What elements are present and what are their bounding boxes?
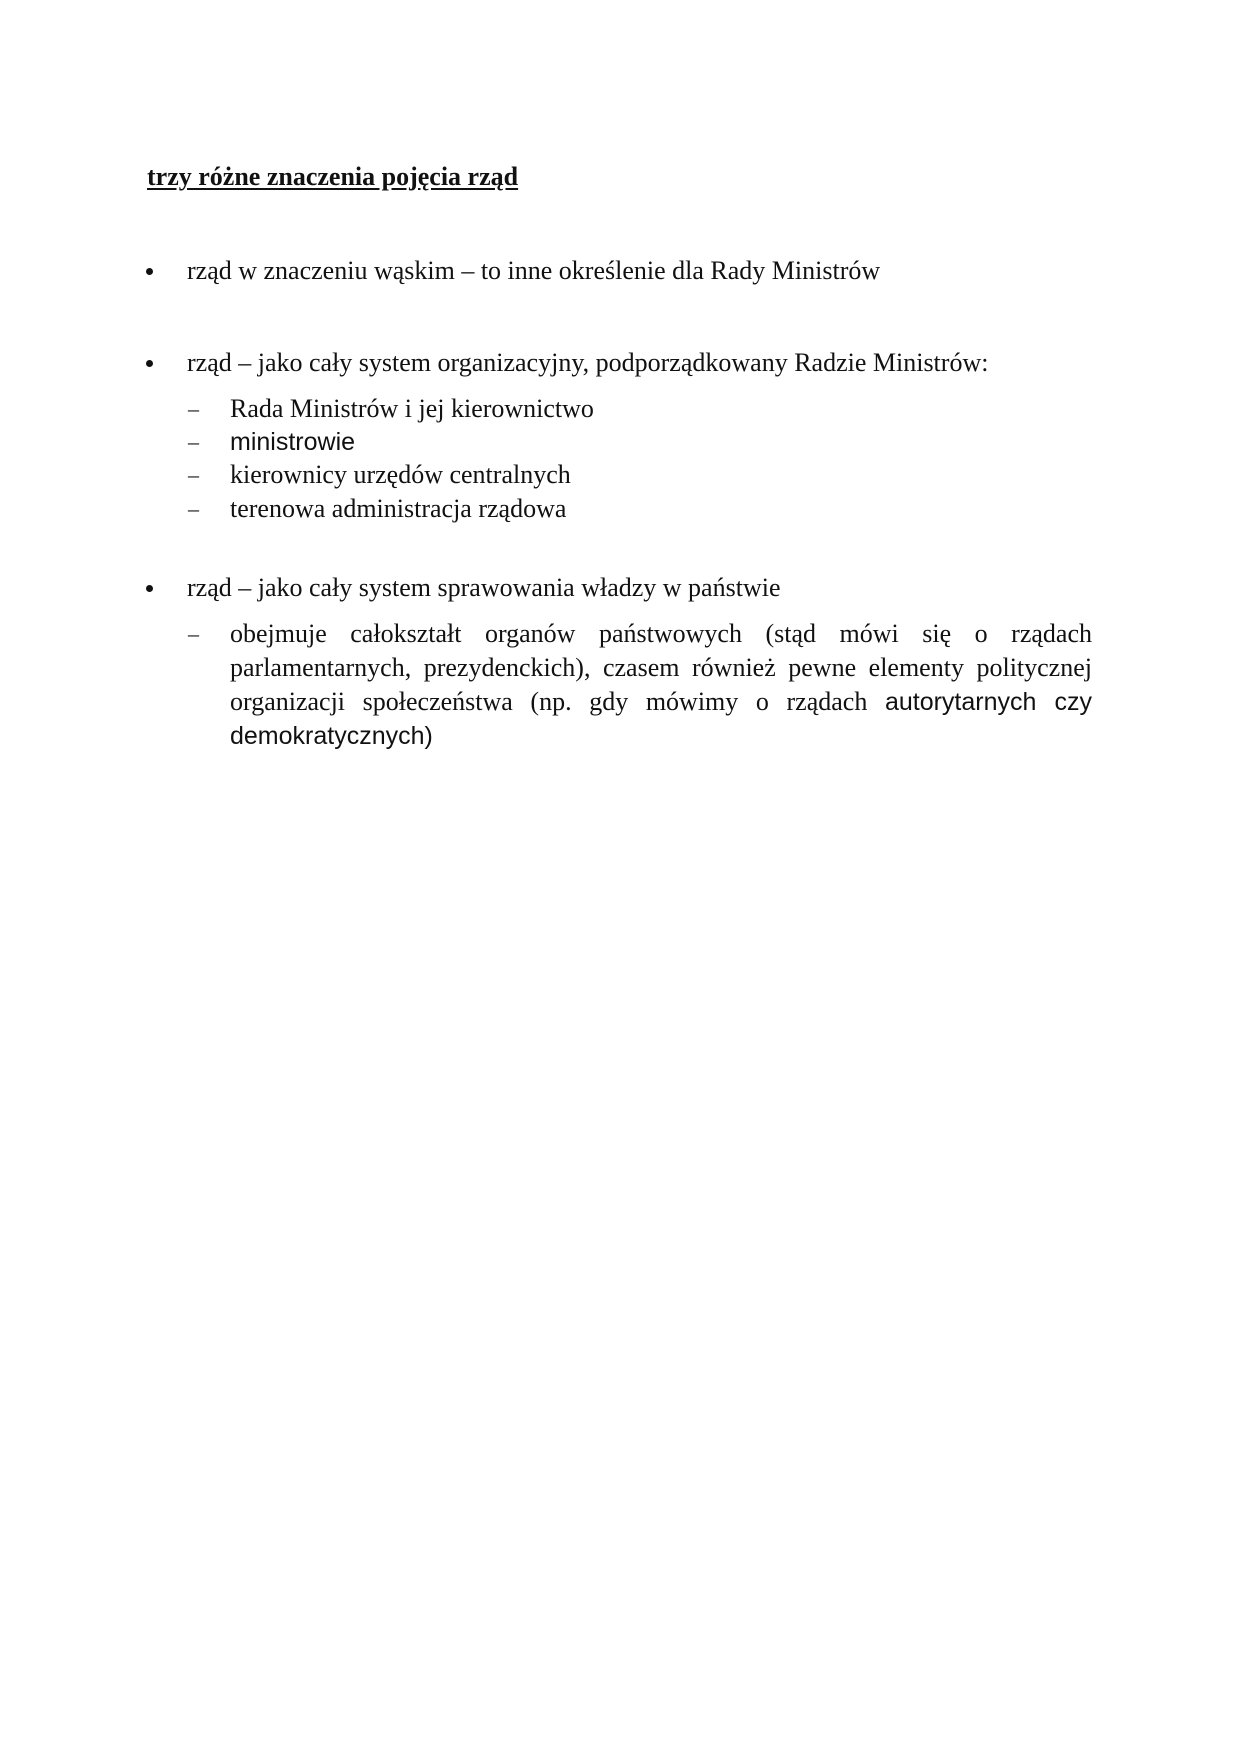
bullet-text: rząd – jako cały system organizacyjny, podporządkowany Radzie Ministrów: — [187, 348, 989, 377]
bullet-text: rząd w znaczeniu wąskim – to inne określenie dla Rady Ministrów — [187, 256, 881, 285]
dash-icon: – — [188, 429, 199, 454]
paragraph-text-tail: autorytarnych czy demokratycznych) — [230, 688, 1092, 750]
dash-icon: – — [188, 396, 199, 421]
sub-item-paragraph — [230, 617, 1092, 753]
sub-item-text: Rada Ministrów i jej kierownictwo — [230, 394, 594, 423]
dash-icon: – — [188, 496, 199, 521]
sub-item-text: terenowa administracja rządowa — [230, 494, 567, 523]
paragraph-text: obejmuje całokształt organów państwowych (stąd mówi się o rządach parlamentarnych, prezydenckich), czasem również pewne elementy politycznej organizacji społeczeństwa (np. gdy mówimy o rządach — [230, 619, 1092, 716]
sub-item — [0, 425, 1240, 459]
bullet-item-3 — [0, 571, 1240, 605]
bullet-text: rząd – jako cały system sprawowania władzy w państwie — [187, 573, 781, 602]
sub-item — [0, 392, 1240, 426]
document-title: trzy różne znaczenia pojęcia rząd — [147, 162, 519, 191]
sub-item-text: ministrowie — [230, 428, 356, 456]
bullet-dot-icon — [146, 585, 153, 592]
bullet-item-1 — [0, 254, 1240, 288]
bullet-item-2 — [0, 346, 1240, 380]
bullet-dot-icon — [146, 360, 153, 367]
sub-item — [0, 492, 1240, 526]
dash-icon: – — [188, 462, 199, 487]
bullet-dot-icon — [146, 268, 153, 275]
dash-icon: – — [188, 621, 199, 646]
sub-item-text: kierownicy urzędów centralnych — [230, 460, 571, 489]
sub-item — [0, 458, 1240, 492]
